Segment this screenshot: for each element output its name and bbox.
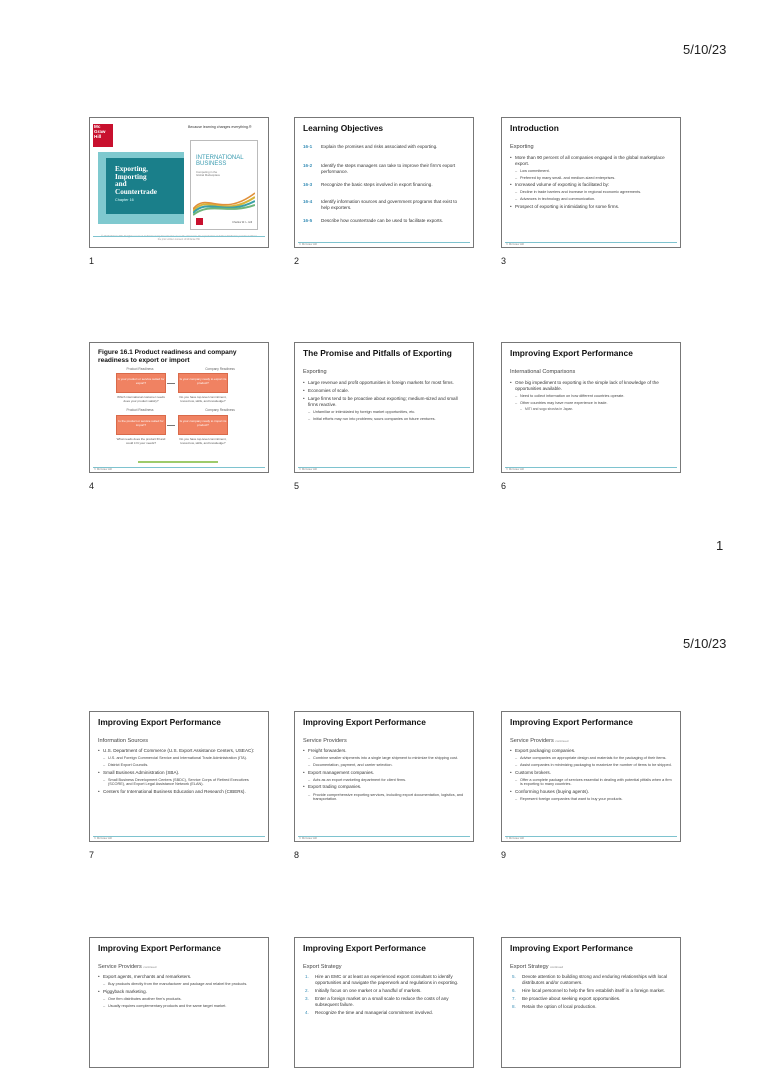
cover-tagline: Because learning changes everything.® (188, 125, 252, 129)
sub-bullet-item: – Acts as an export marketing department for client firms. (303, 778, 465, 783)
item-number: 3. (305, 995, 309, 1001)
figure-question: Which international customer needs does your product satisfy? (117, 395, 165, 403)
slide-subtitle: Exporting (303, 369, 327, 375)
slide-bullet-list (303, 748, 465, 804)
objective-text: Recognize the basic steps involved in export financing. (321, 182, 433, 187)
slide-subtitle-note: continued (555, 739, 569, 743)
bullet-item: • U.S. Department of Commerce (U.S. Export Assistance Centers, USEAC): (98, 748, 260, 754)
slide-bullet-list (98, 974, 260, 1010)
logo-line-3: Hill (94, 133, 102, 139)
cover-legal-notice: © 2023 McGraw Hill. All rights reserved. Authorized only for instructor use in the classroom. No reproduction or further distribution permitted without the prior written consent of McGraw Hill. (101, 235, 257, 241)
slide-subtitle: Information Sources (98, 738, 149, 744)
slide-number: 2 (294, 256, 300, 266)
bullet-item: • Economies of scale. (303, 388, 465, 394)
slide-footer-rule (93, 467, 265, 468)
objective-code: 16-1 (303, 144, 313, 149)
slide-footer-tag: © McGraw Hill (299, 242, 317, 246)
slide-subtitle: International Comparisons (510, 369, 576, 375)
item-text: Hire an EMC or at least an experienced export consultant to identify opportunities and navigate the paperwork and regulations in exporting. (315, 974, 459, 985)
page-2-date: 5/10/23 (683, 636, 727, 651)
slide-footer-tag: © McGraw Hill (94, 836, 112, 840)
bullet-item: • Increased volume of exporting is facilitated by: (510, 182, 672, 188)
item-text: Be proactive about seeking export opportunities. (522, 995, 621, 1001)
sub-bullet-item: – District Export Councils. (98, 763, 260, 768)
item-number: 6. (512, 987, 516, 993)
bullet-item: • Large revenue and profit opportunities in foreign markets for most firms. (303, 380, 465, 386)
bullet-item: • Export trading companies. (303, 784, 465, 790)
numbered-item (510, 988, 672, 994)
slide-title: Improving Export Performance (510, 943, 633, 953)
item-text: Devote attention to building strong and enduring relationships with local distributors and/or customers. (522, 974, 668, 985)
slide-footer-rule (505, 467, 677, 468)
slide-title: Improving Export Performance (98, 717, 221, 727)
item-text: Hire local personnel to help the firm establish itself in a foreign market. (522, 987, 665, 993)
figure-box: Is the product or service suited for import? (116, 415, 166, 435)
item-number: 5. (512, 974, 516, 979)
sub-bullet-item: – Advise companies on appropriate design and materials for the packaging of their items. (510, 756, 672, 761)
slide-footer-rule (93, 836, 265, 837)
slide-subtitle (510, 964, 563, 970)
figure-question: Do you have top-level commitment, know-how, skills, and knowledge? (179, 395, 227, 403)
numbered-item (303, 974, 465, 985)
slide-numbered-list (303, 974, 465, 1018)
slide-footer-rule (505, 836, 677, 837)
item-text: Recognize the time and managerial commitment involved. (315, 1009, 433, 1015)
slide-number: 4 (89, 481, 95, 491)
slide-11-export-strategy (294, 937, 474, 1068)
bullet-item: • Small Business Administration (SBA). (98, 770, 260, 776)
book-publisher-logo (196, 218, 203, 225)
slide-5-promise-and-pitfalls (294, 342, 474, 473)
bullet-item: • Centers for International Business Education and Research (CIBERs). (98, 789, 260, 795)
slide-subtitle-text: Service Providers (510, 738, 554, 744)
slide-title: Improving Export Performance (510, 717, 633, 727)
figure-question: What needs does the product fill and could it fit your needs? (116, 437, 166, 445)
slide-title: Figure 16.1 Product readiness and company readiness to export or import (98, 349, 237, 364)
book-title-line-1: INTERNATIONAL (196, 155, 244, 161)
figure-box: Is your company ready to export its product? (178, 373, 228, 393)
bullet-item: • Conforming houses (buying agents). (510, 789, 672, 795)
objective-code: 16-4 (303, 199, 313, 204)
objective-row (303, 144, 465, 150)
slide-bullet-list (303, 380, 465, 424)
objective-code: 16-3 (303, 182, 313, 187)
logo-line-1: Mc (94, 124, 101, 129)
slide-subtitle-note: continued (550, 965, 564, 969)
sub-bullet-item: – Combine smaller shipments into a single large shipment to minimize the shipping cost. (303, 756, 465, 761)
book-cover-image (190, 140, 258, 230)
numbered-item (510, 1004, 672, 1010)
figure-question: Do you have top-level commitment, know-how, skills, and knowledge? (179, 437, 227, 445)
cover-title-line-3: and (115, 180, 127, 189)
cover-title-line-1: Exporting, (115, 165, 148, 173)
bullet-item: • Large firms tend to be proactive about exporting; medium-sized and small firms reactive. (303, 396, 465, 407)
objective-row (303, 182, 465, 188)
slide-number: 7 (89, 850, 95, 860)
book-title (196, 155, 244, 168)
slide-number: 8 (294, 850, 300, 860)
slide-title: Learning Objectives (303, 123, 384, 133)
figure-arrow (167, 425, 175, 426)
slide-bullet-list (510, 380, 672, 414)
sub-bullet-item: – Assist companies in minimizing packaging to maximize the number of items to be shipped. (510, 763, 672, 768)
bullet-item: • Freight forwarders. (303, 748, 465, 754)
sub-bullet-item: – Advances in technology and communication. (510, 197, 672, 202)
sub-bullet-item: – Initial efforts may run into problems; sours companies on future ventures. (303, 417, 465, 422)
bullet-item: • More than 90 percent of all companies engaged in the global marketplace export. (510, 155, 672, 166)
slide-12-export-strategy-continued (501, 937, 681, 1068)
slide-footer-rule (298, 836, 470, 837)
slide-title: The Promise and Pitfalls of Exporting (303, 348, 452, 358)
slide-footer-tag: © McGraw Hill (506, 467, 524, 471)
objective-text: Explain the promises and risks associated with exporting. (321, 144, 438, 149)
figure-column-label: Product Readiness (126, 408, 154, 412)
figure-column-label: Company Readiness (205, 367, 235, 371)
item-number: 8. (512, 1004, 516, 1010)
sub-bullet-item: – Low commitment. (510, 169, 672, 174)
slide-footer-tag: © McGraw Hill (299, 836, 317, 840)
slide-10-service-providers-continued (89, 937, 269, 1068)
cover-title-panel (98, 152, 184, 224)
objective-row (303, 218, 465, 224)
mcgraw-hill-logo (93, 124, 113, 147)
book-subtitle-line-1: Competing in the (196, 170, 218, 174)
objective-code: 16-2 (303, 163, 313, 168)
numbered-item (303, 988, 465, 994)
slide-subtitle (98, 964, 156, 970)
numbered-item (303, 1010, 465, 1016)
bullet-item: • Export management companies. (303, 770, 465, 776)
sub-bullet-item: – Small Business Development Centers (SBDC), Service Corps of Retired Executives (SCORE), and Export Legal Assistance Network (ELAN). (98, 778, 260, 787)
slide-number: 5 (294, 481, 300, 491)
bullet-item: • Piggyback marketing. (98, 989, 260, 995)
slide-footer-tag: © McGraw Hill (94, 467, 112, 471)
objective-text: Identify information sources and government programs that exist to help exporters. (321, 199, 458, 210)
slide-title: Improving Export Performance (303, 943, 426, 953)
slide-4-figure-16-1 (89, 342, 269, 473)
sub-bullet-item: – Other countries may have more experience in trade. (510, 401, 672, 406)
slide-footer-rule (298, 242, 470, 243)
slide-8-service-providers (294, 711, 474, 842)
book-wave-graphic (193, 185, 255, 219)
book-title-line-2: BUSINESS (196, 161, 227, 168)
slide-subtitle: Export Strategy (303, 964, 342, 970)
figure-column-label: Product Readiness (126, 367, 154, 371)
slide-number: 3 (501, 256, 507, 266)
slide-footer-tag: © McGraw Hill (299, 467, 317, 471)
slide-footer-rule (505, 242, 677, 243)
bullet-item: • Prospect of exporting is intimidating for some firms. (510, 204, 672, 210)
sub-bullet-item: – Provide comprehensive exporting services, including export documentation, logistics, and transportation. (303, 793, 465, 802)
sub-bullet-item: – Preferred by many small- and medium-sized enterprises. (510, 176, 672, 181)
bullet-item: • Export agents, merchants and remarketers. (98, 974, 260, 980)
slide-number: 1 (89, 256, 95, 266)
figure-column-label: Company Readiness (205, 408, 235, 412)
bullet-item: • Export packaging companies. (510, 748, 672, 754)
slide-9-service-providers-continued (501, 711, 681, 842)
figure-arrow (167, 383, 175, 384)
item-text: Retain the option of local production. (522, 1004, 597, 1010)
slide-subtitle: Exporting (510, 144, 534, 150)
figure-box: Is your product or service suited for export? (116, 373, 166, 393)
item-number: 2. (305, 987, 309, 993)
slide-title: Improving Export Performance (303, 717, 426, 727)
slide-1-cover (89, 117, 269, 248)
sub-bullet-item: – U.S. and Foreign Commercial Service and International Trade Administration (ITA). (98, 756, 260, 761)
slide-title: Improving Export Performance (98, 943, 221, 953)
sub-bullet-item: – Offer a complete package of services essential in dealing with potential pitfalls when a firm is exporting to many countries. (510, 778, 672, 787)
slide-title: Introduction (510, 123, 559, 133)
cover-chapter: Chapter 16 (115, 198, 134, 202)
objective-text: Describe how countertrade can be used to facilitate exports. (321, 218, 444, 223)
page-1-number: 1 (716, 538, 724, 553)
logo-line-2: Graw (94, 128, 106, 134)
slide-footer-tag: © McGraw Hill (506, 242, 524, 246)
slide-3-introduction (501, 117, 681, 248)
objective-code: 16-5 (303, 218, 313, 223)
slide-subtitle (510, 738, 568, 744)
cover-title-line-2: Importing (115, 172, 147, 181)
sub-bullet-item: – One firm distributes another firm's products. (98, 997, 260, 1002)
objective-row (303, 199, 465, 210)
book-subtitle-line-2: Global Marketplace (196, 173, 221, 178)
sub-bullet-item: – Need to collect information on how different countries operate. (510, 394, 672, 399)
slide-footer-rule (93, 236, 265, 237)
sub-bullet-item: – Usually requires complementary products and the same target market. (98, 1004, 260, 1009)
slide-numbered-list (510, 974, 672, 1012)
numbered-item (510, 996, 672, 1002)
slide-7-information-sources (89, 711, 269, 842)
sub-sub-bullet-item: – MITI and sogo shosha in Japan. (510, 407, 672, 411)
slide-footer-rule (298, 467, 470, 468)
slide-bullet-list (98, 748, 260, 797)
numbered-item (303, 996, 465, 1007)
slide-subtitle-text: Service Providers (98, 964, 142, 970)
slide-subtitle-note: continued (143, 965, 157, 969)
slide-2-learning-objectives (294, 117, 474, 248)
sub-bullet-item: – Unfamiliar or intimidated by foreign market opportunities, etc. (303, 410, 465, 415)
bullet-item: • Customs brokers. (510, 770, 672, 776)
figure-source-bar (138, 461, 218, 463)
numbered-item (510, 974, 672, 985)
book-author: Charles W. L. Hill (232, 221, 252, 224)
cover-title-panel-inner (106, 158, 184, 214)
sub-bullet-item: – Documentation, payment, and carrier selection. (303, 763, 465, 768)
slide-number: 9 (501, 850, 507, 860)
slide-bullet-list (510, 155, 672, 212)
slide-title: Improving Export Performance (510, 348, 633, 358)
item-number: 1. (305, 974, 309, 979)
slide-6-improving-export-performance (501, 342, 681, 473)
item-text: Initially focus on one market or a handful of markets. (315, 987, 422, 993)
cover-title (115, 166, 157, 196)
objective-row (303, 163, 465, 174)
cover-title-line-4: Countertrade (115, 187, 157, 196)
slide-footer-tag: © McGraw Hill (506, 836, 524, 840)
sub-bullet-item: – Represent foreign companies that want to buy your products. (510, 797, 672, 802)
objective-text: Identify the steps managers can take to improve their firm's export performance. (321, 163, 456, 174)
page-1-date: 5/10/23 (683, 42, 727, 57)
item-number: 4. (305, 1009, 309, 1015)
slide-subtitle-text: Export Strategy (510, 964, 549, 970)
slide-number: 6 (501, 481, 507, 491)
sub-bullet-item: – Decline in trade barriers and increase in regional economic agreements. (510, 190, 672, 195)
item-number: 7. (512, 995, 516, 1001)
sub-bullet-item: – Buy products directly from the manufacturer and package and relabel the products. (98, 982, 260, 987)
item-text: Enter a foreign market on a small scale to reduce the costs of any subsequent failure. (315, 995, 449, 1007)
figure-box: Is your company ready to import its product? (178, 415, 228, 435)
book-subtitle (196, 171, 220, 178)
bullet-item: • One big impediment to exporting is the simple lack of knowledge of the opportunities available. (510, 380, 672, 391)
slide-subtitle: Service Providers (303, 738, 347, 744)
slide-bullet-list (510, 748, 672, 804)
